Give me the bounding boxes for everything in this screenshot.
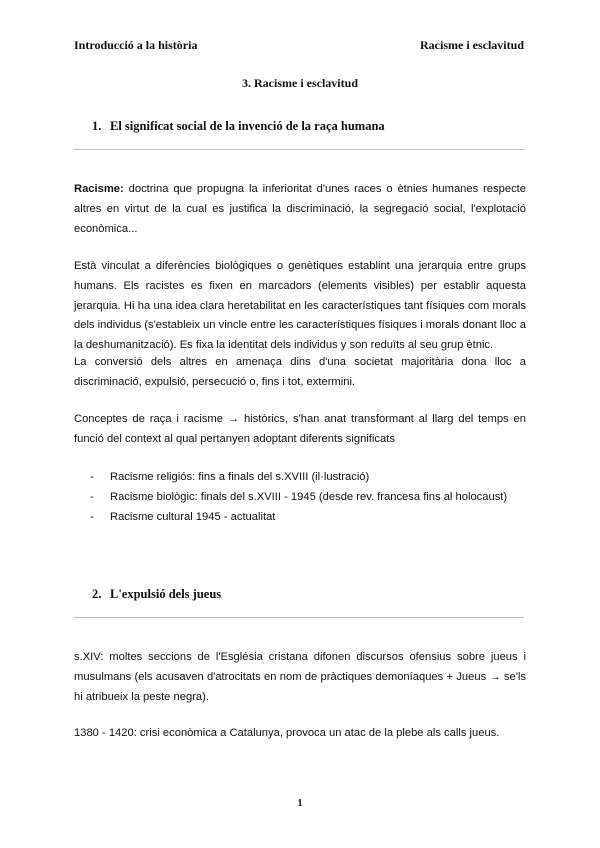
section-2-divider	[74, 617, 524, 618]
racism-types-list	[90, 467, 530, 527]
list-item-text: Racisme religiós: fins a finals del s.XVIII (il·lustració)	[110, 471, 370, 483]
paragraph-economic-crisis: 1380 - 1420: crisi econòmica a Catalunya, provoca un atac de la plebe als calls jueus.	[74, 727, 500, 739]
racism-definition	[74, 180, 526, 239]
section-2-number: 2.	[92, 587, 102, 601]
list-item-text: Racisme cultural 1945 - actualitat	[110, 511, 276, 523]
definition-text: doctrina que propugna la inferioritat d'unes races o ètnies humanes respecte altres en virtut de la cual es justifica la discriminació, la segregació social, l'explotació econòmica...	[74, 183, 526, 235]
section-2-heading	[92, 587, 221, 602]
section-1-heading	[92, 119, 385, 134]
bullet-marker: -	[90, 511, 94, 523]
bullet-marker: -	[90, 471, 94, 483]
definition-term: Racisme:	[74, 183, 124, 195]
list-item	[90, 467, 530, 487]
section-1-divider	[74, 149, 524, 150]
bullet-marker: -	[90, 491, 94, 503]
paragraph-biological-hierarchy: Està vinculat a diferències biològiques o genètiques establint una jerarquia entre grups humans. Els racistes es fixen en marcadors (elements visibles) per establir aquesta jerarquia. Hi ha una idea clara heretabilitat en les característiques tant físiques com morals dels individus (s'estableix un vincle entre les característiques físiques i morals donant lloc a la deshumanització). Es fixa la identitat dels individus y son reduïts al seu grup ètnic.	[74, 260, 526, 352]
header-course-title: Introducció a la història	[74, 38, 198, 52]
page-number: 1	[297, 798, 303, 809]
section-1-number: 1.	[92, 119, 102, 133]
section-1-title: El significat social de la invenció de la raça humana	[110, 119, 385, 133]
list-item-text: Racisme biològic: finals del s.XVIII - 1945 (desde rev. francesa fins al holocaust)	[110, 491, 508, 503]
paragraph-xiv-century: s.XIV: moltes seccions de l'Església cristana difonen discursos ofensius sobre jueus i musulmans (els acusaven d'atrocitats en nom de pràctiques demoníaques + Jueus → se'ls hi atribueix la peste negra).	[74, 651, 526, 703]
list-item	[90, 507, 530, 527]
section-2-title: L'expulsió dels jueus	[110, 587, 222, 601]
list-item	[90, 487, 530, 507]
document-title: 3. Racisme i esclavitud	[242, 76, 358, 90]
header-topic-title: Racisme i esclavitud	[420, 38, 524, 52]
paragraph-conversion-threat: La conversió dels altres en amenaça dins d'una societat majoritària dona lloc a discriminació, expulsió, persecució o, fins i tot, extermini.	[74, 356, 526, 388]
paragraph-concepts-historic: Conceptes de raça i racisme → històrics, s'han anat transformant al llarg del temps en funció del context al qual pertanyen adoptant diferents significats	[74, 413, 526, 445]
